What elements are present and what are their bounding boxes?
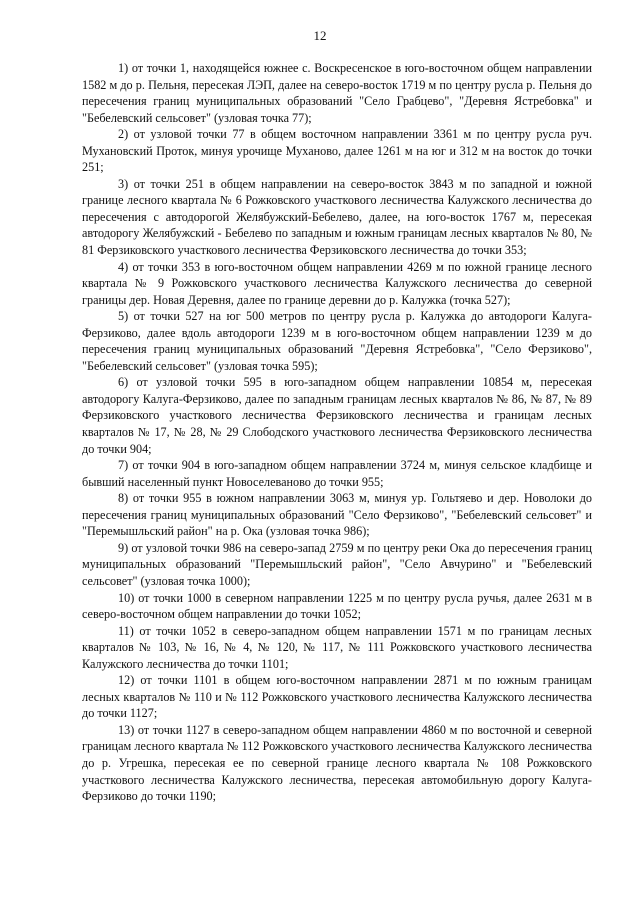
- paragraph-3: 3) от точки 251 в общем направлении на северо-восток 3843 м по западной и южной границе лесного квартала № 6 Рожковского участкового лесничества Калужского лесничества до пересечения с автодорогой Желябужский-Бебелево, далее, на юго-восток 1767 м, пересекая автодорогу Желябужский - Бебелево по западным и южным границам лесных кварталов № 80, № 81 Ферзиковского участкового лесничества Ферзиковского лесничества до точки 353;: [82, 176, 592, 258]
- paragraph-11: 11) от точки 1052 в северо-западном общем направлении 1571 м по границам лесных кварталов № 103, № 16, № 4, № 120, № 117, № 111 Рожковского участкового лесничества Калужского лесничества до точки 1101;: [82, 623, 592, 671]
- paragraph-8: 8) от точки 955 в южном направлении 3063 м, минуя ур. Гольтяево и дер. Новолоки до пересечения границ муниципальных образований "Село Ферзиково", "Бебелевский сельсовет" и "Перемышльский район" на р. Ока (узловая точка 986);: [82, 491, 592, 539]
- document-body: [82, 60, 592, 805]
- paragraph-2: 2) от узловой точки 77 в общем восточном направлении 3361 м по центру русла руч. Мухановский Проток, минуя урочище Муханово, далее 1261 м на юг и 312 м на восток до точки 251;: [82, 127, 592, 175]
- paragraph-12: 12) от точки 1101 в общем юго-восточном направлении 2871 м по южным границам лесных кварталов № 110 и № 112 Рожковского участкового лесничества Калужского лесничества до точки 1127;: [82, 673, 592, 721]
- paragraph-4: 4) от точки 353 в юго-восточном общем направлении 4269 м по южной границе лесного квартала № 9 Рожковского участкового лесничества Калужского лесничества до северной границы дер. Новая Деревня, далее по границе деревни до р. Калужка (точка 527);: [82, 259, 592, 307]
- paragraph-7: 7) от точки 904 в юго-западном общем направлении 3724 м, минуя сельское кладбище и бывший населенный пункт Новоселеваново до точки 955;: [82, 458, 592, 489]
- paragraph-9: 9) от узловой точки 986 на северо-запад 2759 м по центру реки Ока до пересечения границ муниципальных образований "Перемышльский район", "Село Авчурино" и "Бебелевский сельсовет" (узловая точка 1000);: [82, 540, 592, 588]
- paragraph-5: 5) от точки 527 на юг 500 метров по центру русла р. Калужка до автодороги Калуга-Ферзиково, далее вдоль автодороги 1239 м в юго-восточном общем направлении 1239 м до пересечения границ муниципальных образований "Деревня Ястребовка", "Село Ферзиково", "Бебелевский сельсовет" (узловая точка 595);: [82, 309, 592, 373]
- paragraph-13: 13) от точки 1127 в северо-западном общем направлении 4860 м по восточной и северной границам лесного квартала № 112 Рожковского участкового лесничества Калужского лесничества до р. Угрешка, пересекая ее по северной границе лесного квартала № 108 Рожковского участкового лесничества Калужского лесничества, пересекая автомобильную дорогу Калуга-Ферзиково до точки 1190;: [82, 722, 592, 804]
- paragraph-6: 6) от узловой точки 595 в юго-западном общем направлении 10854 м, пересекая автодорогу Калуга-Ферзиково, далее по западным границам лесных кварталов № 86, № 87, № 89 Ферзиковского участкового лесничества Ферзиковского лесничества и границам лесных кварталов № 17, № 28, № 29 Слободского участкового лесничества Ферзиковского лесничества до точки 904;: [82, 375, 592, 456]
- paragraph-10: 10) от точки 1000 в северном направлении 1225 м по центру русла ручья, далее 2631 м в северо-восточном общем направлении до точки 1052;: [82, 590, 592, 622]
- paragraph-1: 1) от точки 1, находящейся южнее с. Воскресенское в юго-восточном общем направлении 1582 м до р. Пельня, пересекая ЛЭП, далее на северо-восток 1719 м по центру русла р. Пельня до пересечения границ муниципальных образований "Село Грабцево", "Деревня Ястребовка" и "Бебелевский сельсовет" (узловая точка 77);: [82, 61, 592, 125]
- page-number: 12: [313, 28, 327, 43]
